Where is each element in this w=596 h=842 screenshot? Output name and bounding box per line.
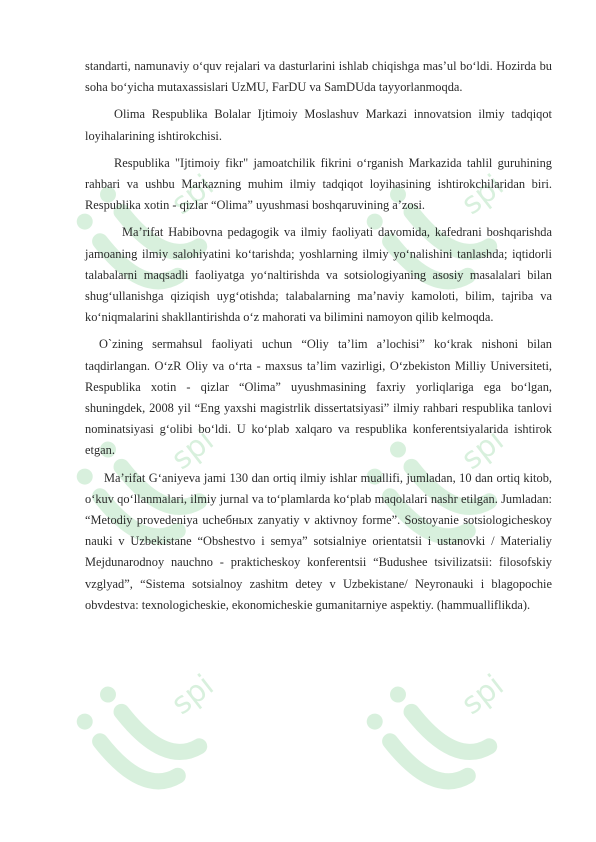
watermark-logo-icon <box>360 640 550 830</box>
paragraph: O`zining sermahsul faoliyati uchun “Oliy ta’lim a’lochisi” ko‘krak nishoni bilan taqdirlangan. O‘zR Oliy va o‘rta - maxsus ta’lim vazirligi, O‘zbekiston Milliy Universiteti, Respublika xotin - qizlar “Olima” uyushmasining faxriy yorliqlariga ega bo‘lgan, shuningdek, 2008 yil “Eng yaxshi magistrlik dissertatsiyasi” ilmiy rahbari respublika tanlovi nominatsiyasi g‘olibi bo‘ldi. U ko‘plab xalqaro va respublika konferentsiyalarida ishtirok etgan. <box>85 337 552 458</box>
paragraph: Respublika "Ijtimoiy fikr" jamoatchilik fikrini o‘rganish Markazida tahlil guruhining rahbari va ushbu Markazning muhim ilmiy tadqiqot loyihasining ishtirokchilaridan biri. Respublika xotin - qizlar “Olima” uyushmasi boshqaruvining a’zosi. <box>85 155 552 213</box>
svg-text:spi: spi <box>454 167 511 222</box>
paragraph: Olima Respublika Bolalar Ijtimoiy Moslashuv Markazi innovatsion ilmiy tadqiqot loyihalarining ishtirokchisi. <box>85 107 552 143</box>
svg-text:spi: spi <box>164 167 221 222</box>
svg-text:spi: spi <box>454 667 511 722</box>
svg-text:spi: spi <box>454 422 511 477</box>
document-body <box>85 56 552 622</box>
watermark-logo-icon <box>70 640 260 830</box>
svg-text:spi: spi <box>164 667 221 722</box>
paragraph: standarti, namunaviy o‘quv rejalari va dasturlarini ishlab chiqishga mas’ul bo‘ldi. Hozirda bu soha bo‘yicha mutaxassislari UzMU, FarDU va SamDUda tayyorlanmoqda. <box>85 59 552 95</box>
paragraph: Ma’rifat Habibovna pedagogik va ilmiy faoliyati davomida, kafedrani boshqarishda jamoaning ilmiy salohiyatini ko‘tarishda; yoshlarning ilmiy yo‘nalishini tanlashda; iqtidorli talabalarni maqsadli faoliyatga yo‘naltirishda va sotsiologiyaning asosiy masalalari bilan shug‘ullanishga qiziqish uyg‘otishda; talabalarning ma’naviy kamoloti, bilim, tajriba va ko‘niqmalarini shakllantirishda o‘z mahorati va bilimini namoyon qilib kelmoqda. <box>85 225 552 325</box>
paragraph: Ma’rifat G‘aniyeva jami 130 dan ortiq ilmiy ishlar muallifi, jumladan, 10 dan ortiq kitob, o‘kuv qo‘llanmalari, ilmiy jurnal va to‘plamlarda ko‘plab maqolalari nashr etilgan. Jumladan: “Metodiy provedeniya ucheбных zanyatiy v aktivnoy forme”. Sostoyanie sotsiologicheskoy nauki v Uzbekistane “Obshestvo i semya” sotsialniye orientatsii i ustanovki / Materialiy Mejdunarodnoy nauchno - prakticheskoy konferentsii “Budushee tsivilizatsii: filosofskiy vzglyad”, “Sistema sotsialnoy zashitm detey v Uzbekistane/ Neyronauki i blagopochie obvdestva: texnologicheskie, ekonomicheskie gumanitarniye aspektiy. (hammualliflikda). <box>85 470 552 612</box>
svg-text:spi: spi <box>164 422 221 477</box>
